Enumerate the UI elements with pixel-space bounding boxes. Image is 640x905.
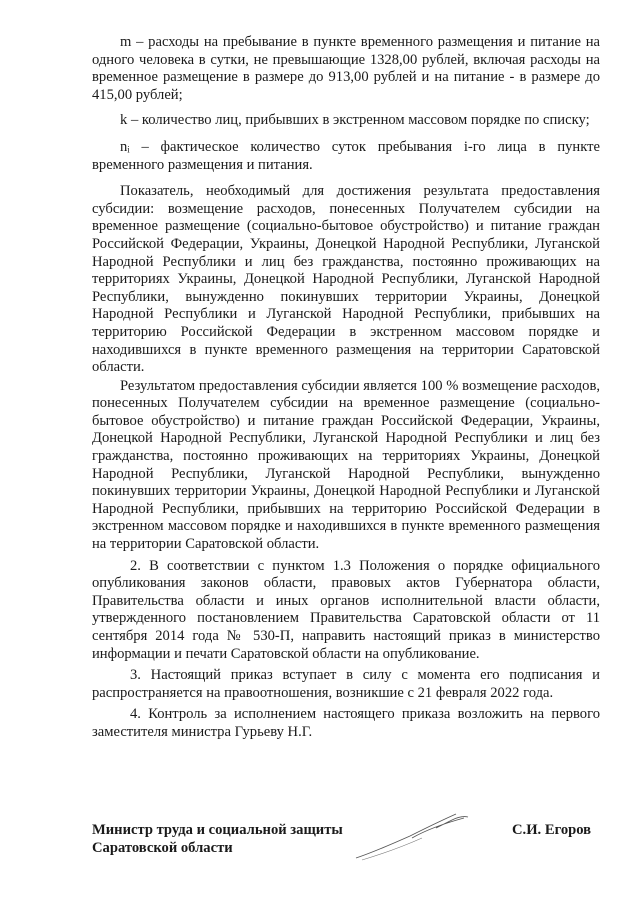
handwritten-signature-icon	[352, 808, 482, 864]
paragraph-k-definition: k – количество лиц, прибывших в экстренном массовом порядке по списку;	[120, 112, 590, 129]
signatory-title-line1: Министр труда и социальной защиты	[92, 822, 343, 838]
paragraph-item-3: 3. Настоящий приказ вступает в силу с момента его подписания и распространяется на правоотношения, возникшие с 21 февраля 2022 года.	[92, 667, 600, 701]
paragraph-item-4: 4. Контроль за исполнением настоящего приказа возложить на первого заместителя министра Гурьеву Н.Г.	[92, 706, 600, 740]
signatory-name: С.И. Егоров	[512, 822, 592, 838]
paragraph-m-definition: m – расходы на пребывание в пункте временного размещения и питание на одного человека в сутки, не превышающие 1328,00 рублей, включая расходы на временное размещение в размере до 913,00 рублей и на питание - в размере до 415,00 рублей;	[92, 34, 600, 103]
paragraph-indicator: Показатель, необходимый для достижения результата предоставления субсидии: возмещение расходов, понесенных Получателем субсидии на временное размещение (социально-бытовое обустройство) и питание граждан Российской Федерации, Украины, Донецкой Народной Республики, Луганской Народной Республики и лиц без гражданства, постоянно проживающих на территориях Украины, Донецкой Народной Республики, Луганской Народной Республики, вынужденно покинувших территории Украины, Донецкой Народной Республики и Луганской Народной Республики, прибывших на территорию Российской Федерации в экстренном массовом порядке и находившихся в пункте временного размещения на территории Саратовской области.	[92, 183, 600, 376]
paragraph-result: Результатом предоставления субсидии является 100 % возмещение расходов, понесенных Получателем субсидии на временное размещение (социально-бытовое обустройство) и питание граждан Российской Федерации, Украины, Донецкой Народной Республики, Луганской Народной Республики и лиц без гражданства, постоянно проживающих на территориях Украины, Донецкой Народной Республики, Луганской Народной Республики, вынужденно покинувших территории Украины, Донецкой Народной Республики и Луганской Народной Республики, прибывших на территорию Российской Федерации в экстренном массовом порядке и находившихся в пункте временного размещения на территории Саратовской области.	[92, 377, 600, 553]
document-body	[92, 34, 600, 742]
signatory-title	[92, 822, 343, 857]
signatory-title-line2: Саратовской области	[92, 839, 233, 856]
paragraph-n-definition: nᵢ – фактическое количество суток пребывания i-го лица в пункте временного размещения и питания.	[92, 138, 600, 173]
paragraph-item-2: 2. В соответствии с пунктом 1.3 Положения о порядке официального опубликования законов области, правовых актов Губернатора области, Правительства области и иных органов исполнительной власти области, утвержденного постановлением Правительства Саратовской области от 11 сентября 2014 года № 530-П, направить настоящий приказ в министерство информации и печати Саратовской области на опубликование.	[92, 557, 600, 662]
